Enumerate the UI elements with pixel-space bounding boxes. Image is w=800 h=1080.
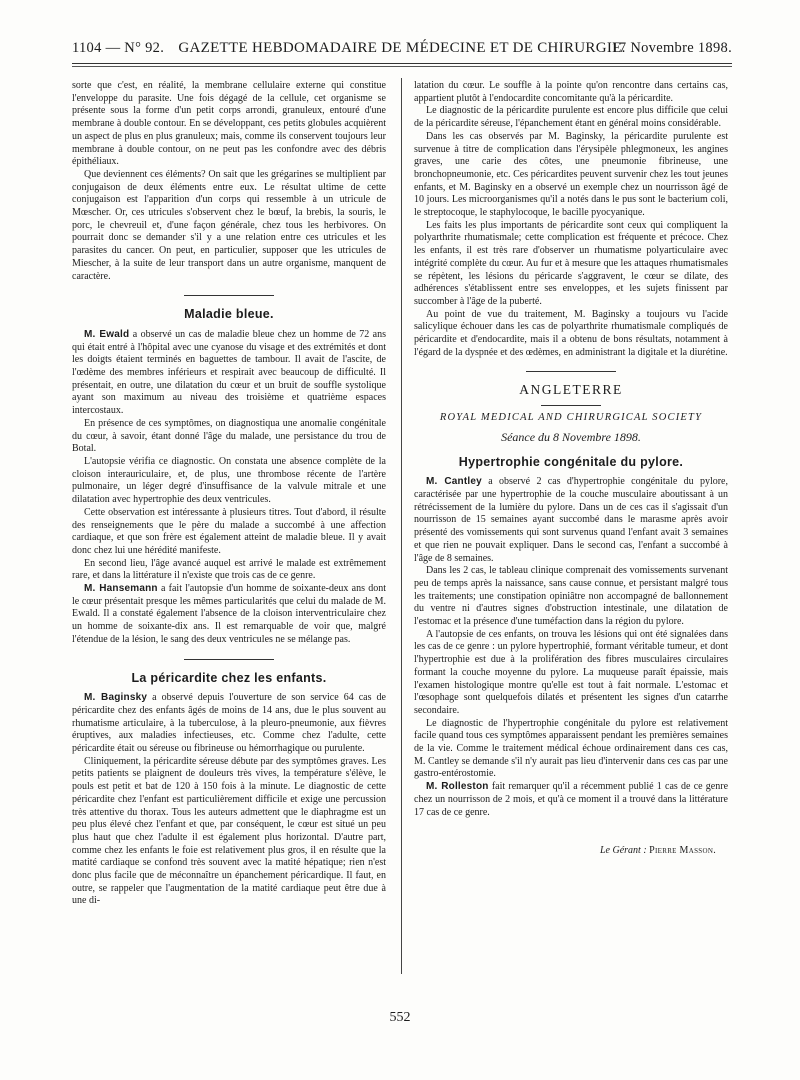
gerant-name: Pierre Masson.: [649, 845, 716, 857]
section-divider-short: [541, 405, 601, 406]
paragraph-cantley-1: [414, 476, 728, 565]
paragraph-hansemann: [72, 583, 386, 647]
section-title-hypertrophie: Hypertrophie congénitale du pylore.: [458, 454, 684, 469]
paragraph-baginsky-2: Cliniquement, la péricardite séreuse débute par des symptômes graves. Les petits patients se plaignent de douleurs très vives, la température s'élève, le pouls est petit et bat de 120 à 150 fois à la minute. Le diagnostic de cette péricardite chez l'enfant est particulièrement difficile et exige une percussion très attentive du thorax. Tous les auteurs admettent que le diaphragme est un peu plus élevé chez l'enfant et que, par conséquent, le cœur est situé un peu plus haut que chez l'adulte il est également plus horizontal. D'autre part, comme chez les enfants le foie est relativement plus gros, il en résulte que la matité cardiaque se confond très souvent avec la matité hépatique; rien n'est donc plus facile que de méconnaître un épanchement péricardique. Il faut, en outre, se rappeler que l'augmentation de la matité cardiaque peut être due à une di-: [72, 755, 386, 907]
paragraph-cantley-4: Le diagnostic de l'hypertrophie congénitale du pylore est relativement facile quand tous ces symptômes apparaissent pendant les premières semaines de la vie. Comme le traitement médical échoue ordinairement dans ces cas, M. Cantley se demande s'il n'y aurait pas lieu d'intervenir dans ces cas par une gastro-entérostomie.: [414, 717, 728, 780]
author-hansemann: M. Hansemann: [84, 583, 158, 595]
paragraph-rolleston: [414, 781, 728, 819]
author-baginsky: M. Baginsky: [84, 692, 148, 704]
paragraph-parasite-membrane: sorte que c'est, en réalité, la membrane cellulaire externe qui constitue l'enveloppe du parasite. Une fois dégagé de la cellule, cet organisme se présente sous la forme d'un petit corps arrondi, granuleux, entouré d'une membrane à double contour. En se développant, ces petits globules acquièrent un aspect de plus en plus granuleux; mais, comme ils conservent toujours leur membrane à double contour, on ne peut pas les confondre avec des débris épithéliaux.: [72, 80, 386, 168]
cantley-text-1: a observé 2 cas d'hypertrophie congénitale du pylore, caractérisée par une hypertrophie de la couche musculaire aboutissant à un rétrécissement de la lumière du pylore. Dans un de ces cas il s'agissait d'un nourrisson de 15 semaines ayant succombé dans le marasme après avoir présenté des vomissements qui sont survenus quand l'enfant avait 3 semaines et que rien ne pouvait expliquer. Dans le second cas, l'enfant a succombé à l'âge de 8 semaines.: [414, 476, 728, 564]
baginsky-text-1: a observé depuis l'ouverture de son service 64 cas de péricardite chez des enfants âgés de moins de 14 ans, due le plus souvent au rhumatisme articulaire, à la tuberculose, à la pleuro-pneumonie, aux fièvres éruptives, aux maladies infectieuses, etc. Comme chez l'adulte, cette péricardite était ou séreuse ou fibrineuse ou hémorrhagique ou purulente.: [72, 692, 386, 755]
author-rolleston: M. Rolleston: [426, 781, 489, 793]
column-divider: [401, 78, 402, 974]
paragraph-baginsky-cases: Dans les cas observés par M. Baginsky, la péricardite purulente est survenue à titre de complication dans l'érysipèle phlegmoneux, les angines graves, une carie des côtes, une pneumonie fibrineuse, une bronchopneumonie, etc. Ces péricardites peuvent survenir chez les tout jeunes enfants, et M. Baginsky en a observé un exemple chez un nourrisson âgé de 10 jours. Les microorganismes qu'il a notés dans le pus sont le bacterium coli, le streptocoque, le staphylocoque, le bacille pyocyanique.: [414, 130, 728, 219]
paragraph-ewald-4: Cette observation est intéressante à plusieurs titres. Tout d'abord, il résulte des renseignements que le père du malade a succombé à une affection cardiaque, et que son frère est également atteint de maladie bleue. Il y avait donc chez lui une hérédité manifeste.: [72, 506, 386, 556]
paragraph-ewald-1: [72, 329, 386, 418]
journal-title: GAZETTE HEBDOMADAIRE DE MÉDECINE ET DE CHIRURGIE.: [178, 40, 626, 56]
society-name: ROYAL MEDICAL AND CHIRURGICAL SOCIETY: [439, 412, 703, 424]
section-divider: [184, 659, 274, 660]
paragraph-cantley-3: A l'autopsie de ces enfants, on trouva les lésions qui ont été signalées dans les cas de ce genre : un pylore hypertrophié, formant véritable tumeur, et dont l'hypertrophie est due à la prolifération des fibres musculaires circulaires formant la couche moyenne du pylore. La muqueuse paraît épaissie, mais l'examen histologique montre qu'elle est tout à fait normale. L'estomac et l'œsophage sont quelquefois dilatés et présentent les signes d'un catarrhe secondaire.: [414, 628, 728, 716]
header-rule: [72, 63, 732, 64]
issue-date: 17 Novembre 1898.: [611, 40, 732, 56]
right-column: [414, 80, 728, 970]
author-cantley: M. Cantley: [426, 476, 482, 488]
country-heading: ANGLETERRE: [519, 382, 623, 398]
paragraph-rhumatisme: Les faits les plus importants de péricardite sont ceux qui compliquent la polyarthrite rhumatismale; cette complication est fréquente et précoce. Chez les enfants, il est très rare d'observer un rhumatisme polyarticulaire avec intégrité complète du cœur. Au fur et à mesure que les attaques rhumatismales se répètent, les lésions du péricarde s'aggravent, le cœur se dilate, des adhérences s'établissent entre ses enveloppes, et les sujets finissent par succomber à l'âge de la puberté.: [414, 219, 728, 307]
paragraph-cantley-2: Dans les 2 cas, le tableau clinique comprenait des vomissements survenant peu de temps après la naissance, sans cause connue, et persistant malgré tous les traitements; une constipation opiniâtre non accompagné de ballonnement du ventre ni d'autres signes d'obstruction intestinale, une dilatation de l'estomac et la présence d'une tuméfaction dans la région du pylore.: [414, 565, 728, 628]
hansemann-text: a fait l'autopsie d'un homme de soixante-deux ans dont le cœur présentait presque les mêmes particularités que celui du malade de M. Ewald. Il a constaté également l'absence de la cloison interventriculaire chez un homme de soixante-dix ans. Il est remarquable de voir que, malgré l'étendue de la lésion, le sang des deux ventricules ne se mélange pas.: [72, 583, 386, 645]
paragraph-purulente: Le diagnostic de la péricardite purulente est encore plus difficile que celui de la péricardite séreuse, l'épanchement étant en général moins considérable.: [414, 105, 728, 130]
gerant-signature: [414, 845, 728, 858]
paragraph-baginsky-1: [72, 692, 386, 756]
page-number: 552: [389, 1010, 411, 1025]
seance-date: Séance du 8 Novembre 1898.: [501, 429, 641, 444]
section-divider: [184, 295, 274, 296]
paragraph-traitement: Au point de vue du traitement, M. Baginsky a toujours vu l'acide salicylique échouer dans les cas de polyarthrite rhumatismale compliqués de péricardite et d'endocardite, mais il a obtenu de bons résultats, notamment à l'égard de la dyspnée et des œdèmes, en administrant la digitale et la diurétine.: [414, 308, 728, 358]
header-rule-thin: [72, 66, 732, 67]
author-ewald: M. Ewald: [84, 328, 130, 340]
section-divider: [526, 371, 616, 372]
paragraph-ewald-2: En présence de ces symptômes, on diagnostiqua une anomalie congénitale du cœur, à savoir, étant donné l'âge du malade, une persistance du trou de Botal.: [72, 417, 386, 455]
section-title-maladie-bleue: Maladie bleue.: [184, 307, 274, 322]
rolleston-text: fait remarquer qu'il a récemment publié 1 cas de ce genre chez un nourrisson de 2 mois, et qu'à ce moment il a trouvé dans la littérature 17 cas de ce genre.: [414, 781, 728, 818]
paragraph-ewald-3: L'autopsie vérifia ce diagnostic. On constata une absence complète de la cloison interauriculaire, et, de plus, une thrombose récente de l'artère pulmonaire, un léger degré d'insuffisance de la valvule mitrale et une dilatation avec hypertrophie des deux ventricules.: [72, 455, 386, 506]
issue-number: 1104 — N° 92.: [72, 40, 165, 56]
section-title-pericardite: La péricardite chez les enfants.: [131, 670, 327, 685]
ewald-text-1: a observé un cas de maladie bleue chez un homme de 72 ans qui était entré à l'hôpital avec une cyanose du visage et des extrémités et dont les doigts étaient terminés en baguettes de tambour. Il avait de l'ascite, de l'œdème des membres inférieurs et respirait avec beaucoup de difficulté. Il présentait, en outre, une dilatation du cœur et un bruit de souffle systolique ayant son maximum au niveau des troisième et quatrième espaces intercostaux.: [72, 328, 386, 417]
paragraph-ewald-5: En second lieu, l'âge avancé auquel est arrivé le malade est extrêmement rare, et dans la littérature il n'existe que trois cas de ce genre.: [72, 557, 386, 582]
paragraph-gregarines: Que deviennent ces éléments? On sait que les grégarines se multiplient par conjugaison de deux éléments entre eux. Le résultat ultime de cette conjugaison est l'apparition d'un corps qui ressemble à un utricule de Mœscher. Or, ces utricules s'observent chez le bœuf, la brebis, la souris, le porc, le chevreuil et, d'une façon générale, chez tous les herbivores. On pourrait donc se demander s'il y a une relation entre ces utricules et les parasites du cancer. On peut, en particulier, supposer que les utricules de Miescher, à la suite de leur transport dans un autre organisme, manquent de caractère.: [72, 168, 386, 282]
running-header: [72, 36, 732, 62]
left-column: [72, 80, 386, 970]
paragraph-dilatation: latation du cœur. Le souffle à la pointe qu'on rencontre dans certains cas, appartient plutôt à l'endocardite concomitante qu'à la péricardite.: [414, 80, 728, 104]
gerant-label: Le Gérant :: [600, 845, 647, 857]
